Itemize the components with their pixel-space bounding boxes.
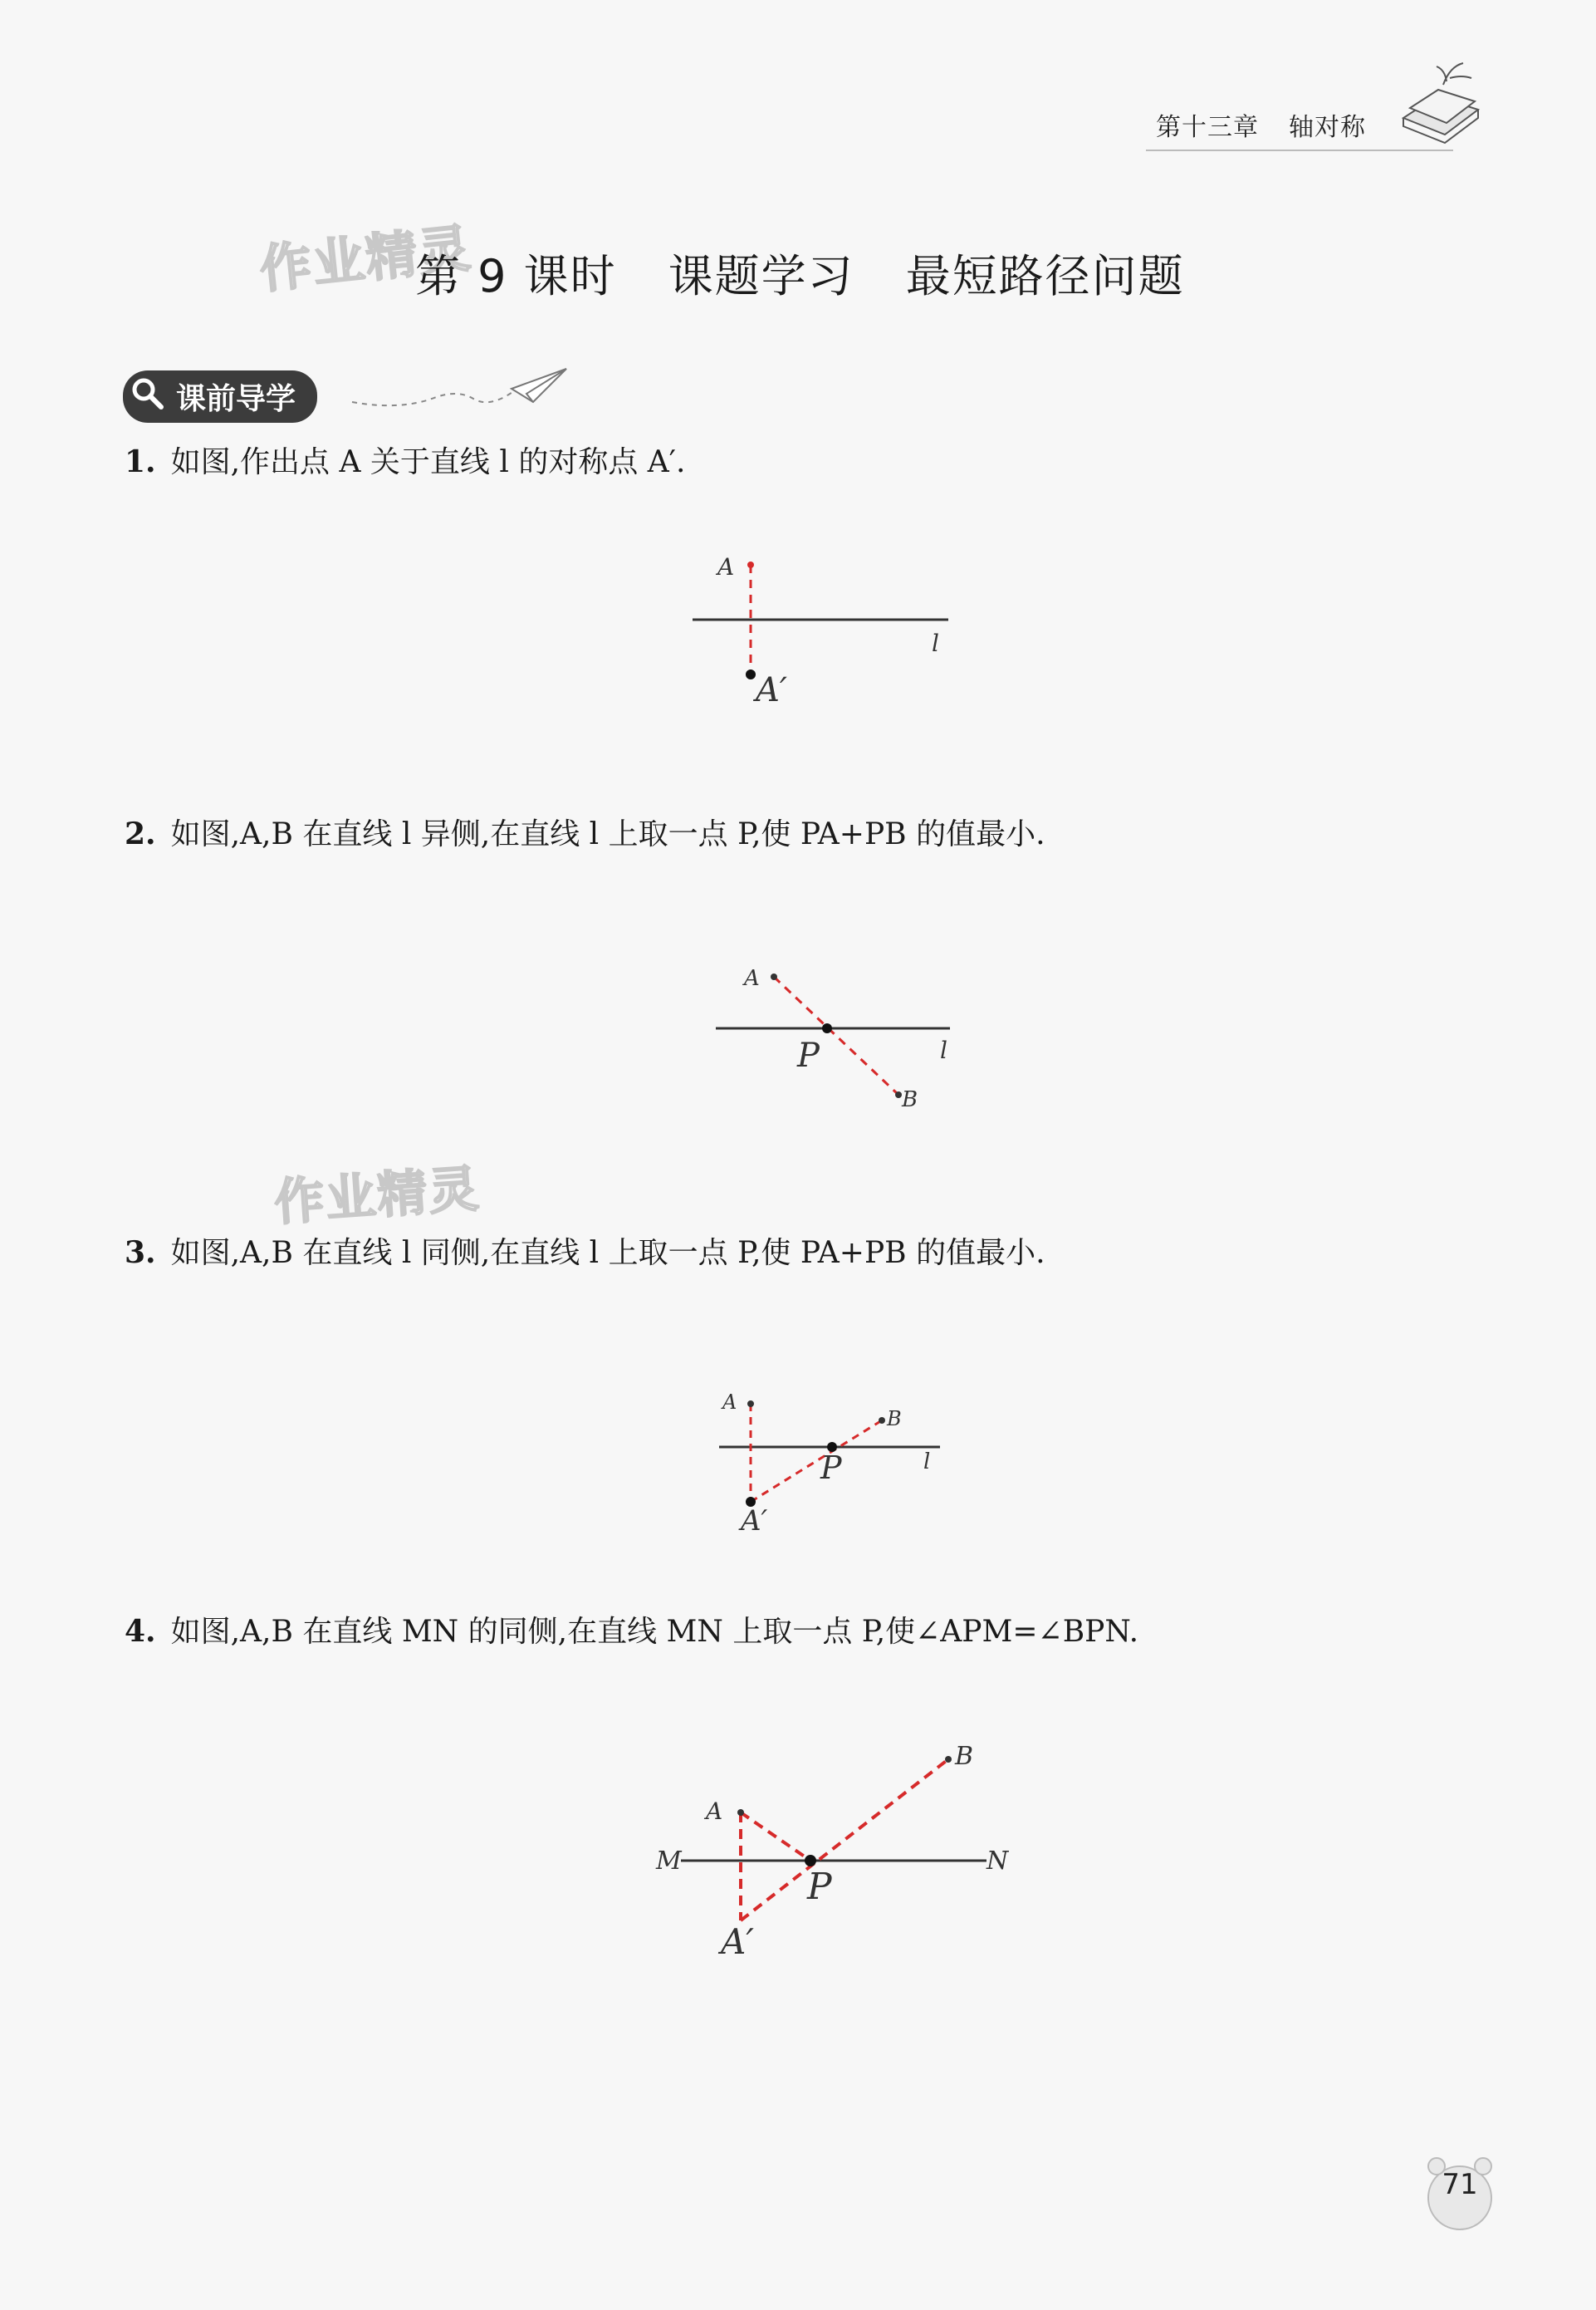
question-1 [125,439,685,481]
label-B: B [887,1407,902,1430]
point-P [805,1855,816,1866]
figure-3 [706,1379,972,1545]
label-P: P [820,1449,842,1486]
point-B [879,1417,885,1424]
label-l: l [923,1449,931,1474]
question-text: 如图,A,B 在直线 MN 的同侧,在直线 MN 上取一点 P,使∠APM=∠BPN. [170,1615,1139,1649]
question-number: 1. [125,444,156,479]
title-topic: 课题学习 [668,250,854,302]
point-P [822,1023,832,1033]
question-number: 4. [125,1614,156,1649]
question-3 [125,1229,1045,1272]
point-A [771,974,777,980]
point-A [737,1809,744,1816]
point-A-prime [746,669,756,679]
label-N: N [986,1847,1009,1876]
header-chapter: 第十三章 [1156,113,1259,142]
point-B [895,1091,902,1098]
label-P: P [797,1037,820,1075]
segment-A-prime-B [751,1420,882,1502]
label-A-prime: A′ [721,1921,754,1962]
question-text: 如图,A,B 在直线 l 异侧,在直线 l 上取一点 P,使 PA+PB 的值最小. [170,817,1045,851]
watermark: 作业精灵 [257,217,475,301]
point-A [747,562,754,568]
question-text: 如图,作出点 A 关于直线 l 的对称点 A′. [170,445,686,479]
page-number: 71 [1442,2168,1478,2201]
point-B [945,1756,952,1763]
label-A: A [744,966,760,991]
point-A [747,1400,754,1407]
question-text: 如图,A,B 在直线 l 同侧,在直线 l 上取一点 P,使 PA+PB 的值最小. [170,1236,1045,1270]
label-A: A [706,1797,723,1825]
label-B: B [902,1087,918,1112]
label-M: M [656,1847,682,1876]
label-l: l [940,1037,947,1064]
label-B: B [955,1742,974,1771]
label-A: A [717,553,735,581]
page-title [415,241,1185,305]
question-number: 2. [125,817,156,851]
label-l: l [932,630,939,657]
title-lesson: 第 9 课时 [415,250,617,302]
segment-A-prime-B [741,1759,948,1920]
watermark: 作业精灵 [272,1160,482,1233]
label-A: A [722,1390,737,1414]
label-A-prime: A′ [756,671,787,709]
header-topic: 轴对称 [1289,113,1366,142]
question-4 [125,1608,1138,1650]
question-2 [125,811,1045,853]
figure-4 [648,1736,1030,1969]
question-number: 3. [125,1235,156,1270]
segment-AP [741,1812,810,1861]
running-header [1156,106,1366,143]
figure-1 [681,548,980,739]
magnifier-icon [130,375,166,412]
label-A-prime: A′ [741,1504,768,1538]
figure-2 [706,955,972,1121]
title-subject: 最短路径问题 [905,250,1185,302]
paper-plane-decoration [349,365,573,415]
section-label: 课前导学 [176,382,296,416]
books-icon [1395,60,1486,151]
segment-AB [774,977,898,1095]
label-P: P [807,1866,832,1908]
